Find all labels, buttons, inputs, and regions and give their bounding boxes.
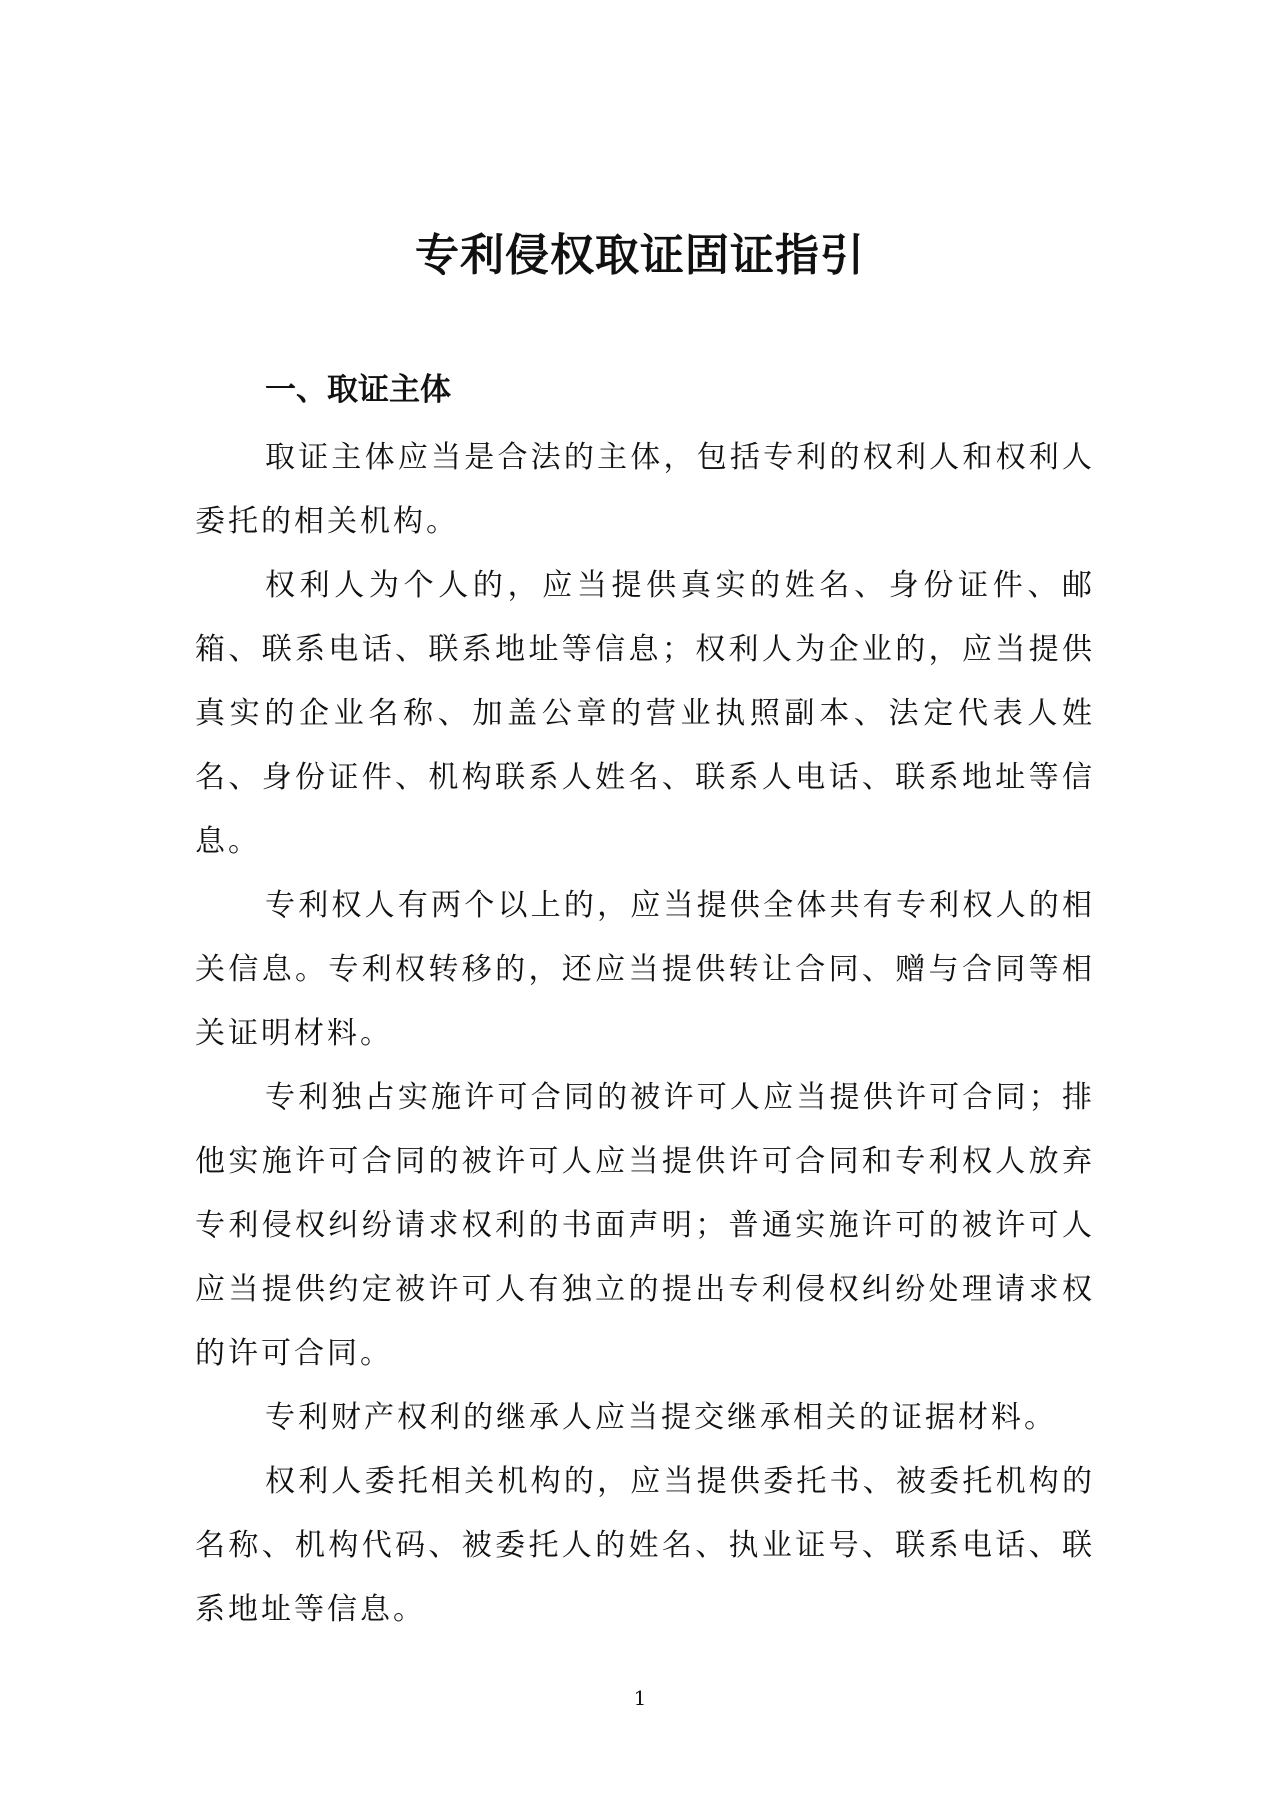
body-text [195, 426, 1095, 1642]
paragraph: 专利权人有两个以上的，应当提供全体共有专利权人的相关信息。专利权转移的，还应当提供转让合同、赠与合同等相关证明材料。 [195, 888, 1095, 1051]
page-number: 1 [633, 1686, 647, 1710]
page-title: 专利侵权取证固证指引 [415, 230, 865, 281]
paragraph: 权利人为个人的，应当提供真实的姓名、身份证件、邮箱、联系电话、联系地址等信息；权利人为企业的，应当提供真实的企业名称、加盖公章的营业执照副本、法定代表人姓名、身份证件、机构联系人姓名、联系人电话、联系地址等信息。 [195, 568, 1095, 859]
section-heading: 一、取证主体 [265, 372, 451, 408]
paragraph: 权利人委托相关机构的，应当提供委托书、被委托机构的名称、机构代码、被委托人的姓名、执业证号、联系电话、联系地址等信息。 [195, 1464, 1095, 1627]
paragraph: 专利独占实施许可合同的被许可人应当提供许可合同；排他实施许可合同的被许可人应当提供许可合同和专利权人放弃专利侵权纠纷请求权利的书面声明；普通实施许可的被许可人应当提供约定被许可人有独立的提出专利侵权纠纷处理请求权的许可合同。 [195, 1080, 1095, 1371]
paragraph: 专利财产权利的继承人应当提交继承相关的证据材料。 [265, 1400, 1057, 1435]
paragraph: 取证主体应当是合法的主体，包括专利的权利人和权利人委托的相关机构。 [195, 440, 1095, 539]
